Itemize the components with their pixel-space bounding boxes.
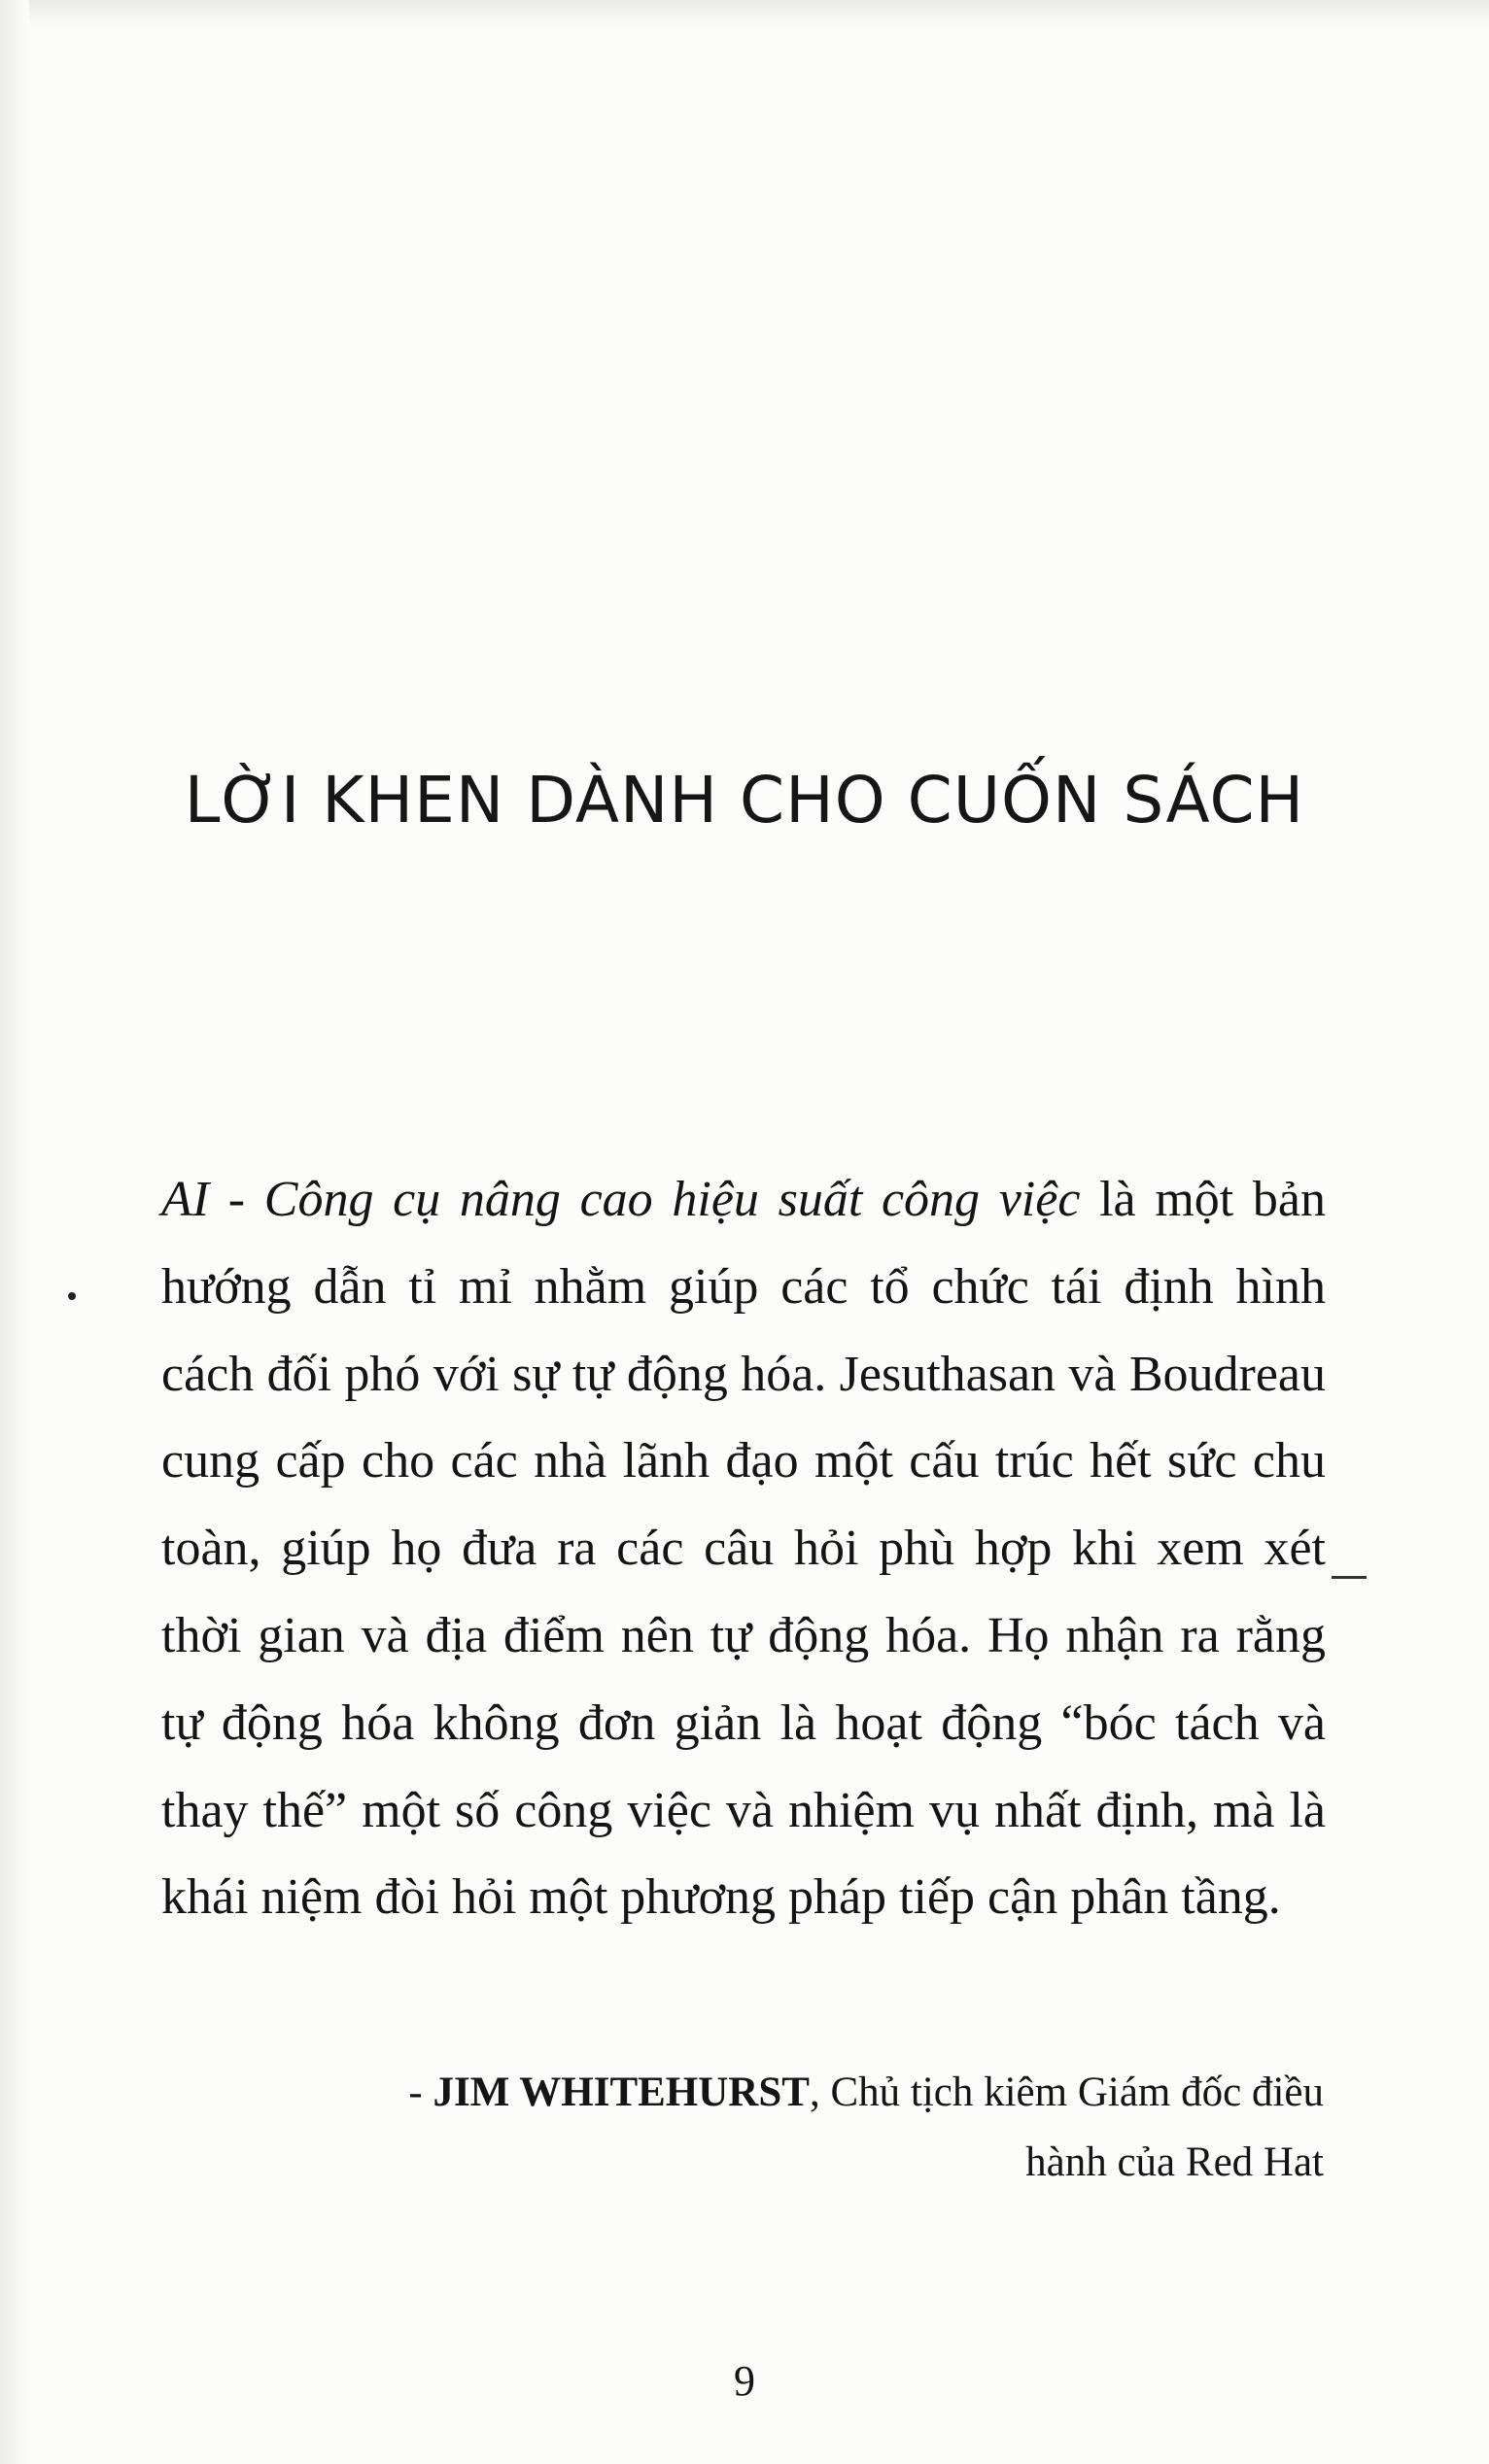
scan-mark (1332, 1576, 1367, 1579)
page-gutter-shadow (0, 0, 29, 2464)
scan-speck (68, 1292, 76, 1300)
quote-body: là một bản hướng dẫn tỉ mỉ nhằm giúp các tổ chức tái định hình cách đối phó với sự tự động hóa. Jesuthasan và Boudreau cung cấp cho các nhà lãnh đạo một cấu trúc hết sức chu toàn, giúp họ đưa ra các câu hỏi phù hợp khi xem xét thời gian và địa điểm nên tự động hóa. Họ nhận ra rằng tự động hóa không đơn giản là hoạt động “bóc tách và thay thế” một số công việc và nhiệm vụ nhất định, mà là khái niệm đòi hỏi một phương pháp tiếp cận phân tầng. (161, 1172, 1326, 1926)
praise-quote (161, 1156, 1326, 1941)
attribution-prefix: - (408, 2070, 433, 2115)
author-role: , Chủ tịch kiêm Giám đốc điều hành của Red Hat (809, 2070, 1324, 2185)
book-title: AI - Công cụ nâng cao hiệu suất công việc (161, 1172, 1081, 1227)
author-name: JIM WHITEHURST (433, 2070, 810, 2115)
page-edge-shadow (0, 0, 1489, 27)
page-heading: LỜI KHEN DÀNH CHO CUỐN SÁCH (184, 763, 1305, 838)
quote-attribution (352, 2058, 1324, 2198)
page-number: 9 (734, 2357, 755, 2405)
